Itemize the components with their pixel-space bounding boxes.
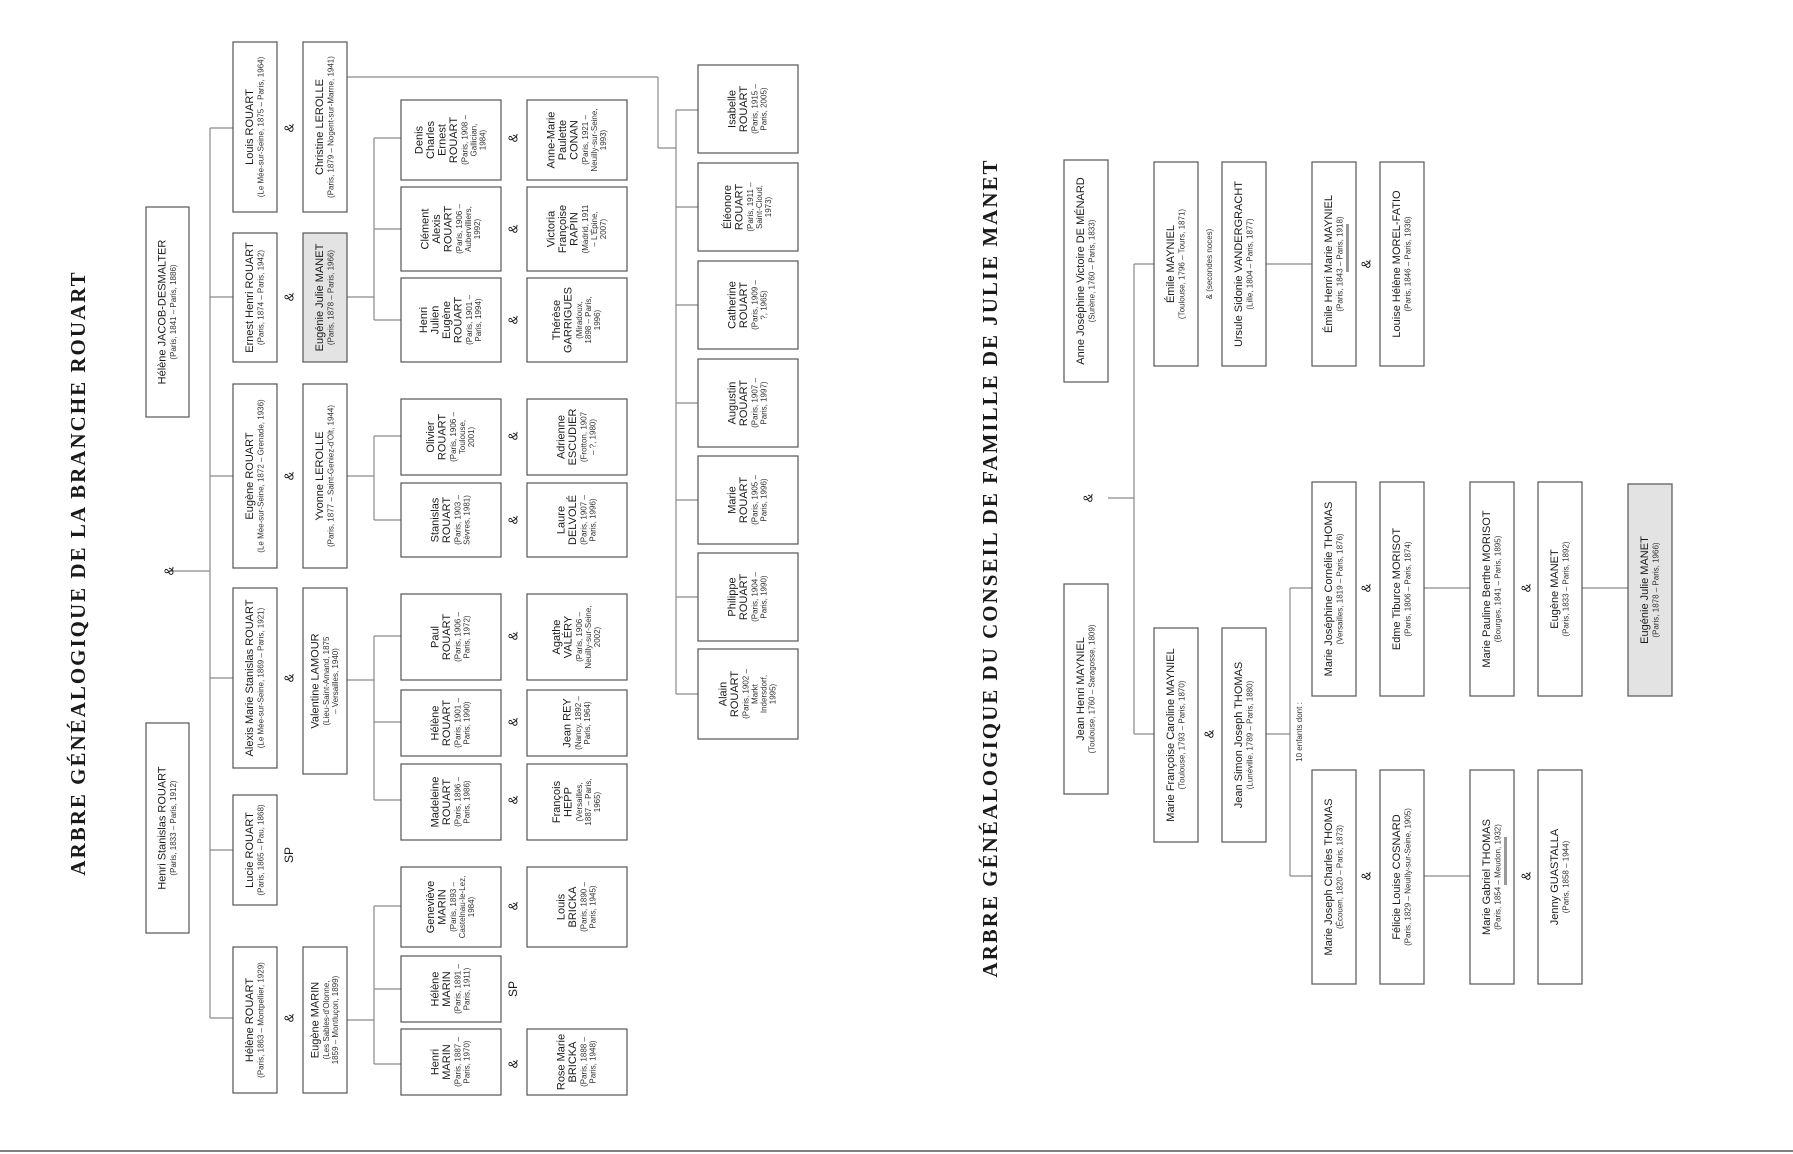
- person-name: HélèneROUART: [429, 699, 453, 747]
- person-dates: (Paris, 1907 –Paris, 1997): [750, 378, 769, 428]
- marriage-ampersand: &: [281, 673, 297, 683]
- marriage-ampersand: &: [505, 515, 521, 525]
- person-box-edme: [1380, 482, 1424, 696]
- person-dates: (Paris, 1909 –?, 1965): [750, 280, 769, 330]
- person-box-jean-henri: [1064, 584, 1108, 794]
- person-name: Marie Françoise Caroline MAYNIEL: [1164, 648, 1177, 822]
- person-dates: (Paris, 1879 – Nogent-sur-Marne, 1941): [326, 56, 336, 198]
- person-name: Hélène ROUART: [243, 977, 256, 1063]
- person-name: AugustinROUART: [726, 379, 750, 427]
- person-dates: (Paris, 1896 –Paris, 1986): [453, 777, 472, 827]
- marriage-ampersand: &: [505, 315, 521, 325]
- person-name: Émile MAYNIEL: [1164, 224, 1177, 304]
- marriage-ampersand: &: [505, 901, 521, 911]
- person-dates: (Miradoux,1898 – Paris,1996): [575, 296, 602, 344]
- person-box-louis: [233, 42, 277, 212]
- person-dates: (Surène, 1760 – Paris, 1833): [1087, 219, 1097, 323]
- marriage-ampersand: &: [161, 566, 177, 576]
- person-name: ThérèseGARRIGUES: [551, 286, 575, 354]
- person-name: AlainROUART: [717, 670, 741, 718]
- person-name: AgatheVALÉRY: [551, 615, 575, 659]
- person-box-denis: [401, 100, 501, 180]
- sans-posterite-mark: SP: [506, 980, 521, 998]
- person-box-mj-cornelie: [1312, 482, 1356, 696]
- person-name: Rose MarieBRICKA: [555, 1033, 579, 1091]
- person-name: Hélène JACOB-DESMALTER: [156, 239, 169, 385]
- person-dates: (Paris, 1846 – Paris, 1936): [1403, 216, 1413, 312]
- person-name: Eugène ROUART: [243, 432, 256, 520]
- person-dates: (Paris, 1863 – Montpellier, 1929): [256, 962, 266, 1078]
- person-box-jenny: [1538, 770, 1582, 984]
- person-dates: (Le Mée-sur-Seine, 1872 – Grenade, 1936): [256, 399, 266, 553]
- person-dates: (Paris, 1906 –Neuilly-sur-Seine,2002): [575, 605, 602, 669]
- ten-children-note: 10 enfants dont :: [1295, 702, 1305, 762]
- person-dates: (Toulouse, 1793 – Paris, 1870): [1177, 680, 1187, 790]
- person-box-berthe: [1470, 482, 1514, 696]
- person-dates: (Paris, 1915 –Paris, 2005): [750, 84, 769, 134]
- person-dates: (Écouen, 1820 – Paris, 1873): [1335, 824, 1345, 930]
- person-dates: (Le Mée-sur-Seine, 1875 – Paris, 1964): [256, 56, 266, 198]
- person-dates: (Madrid, 1911– L'Épine,2007): [580, 204, 608, 254]
- person-dates: (Paris, 1921 –Neuilly-sur-Seine,1993): [580, 108, 608, 172]
- person-dates: (Lieu-Saint-Amand, 1875– Versailles, 1940): [321, 636, 340, 726]
- marriage-ampersand: &: [1518, 871, 1534, 881]
- person-dates: (Frotton, 1907– ?, 1980): [579, 411, 598, 463]
- person-box-isabelle: [698, 65, 798, 153]
- person-dates: (Les Sables-d'Olonne,1859 – Montluçon, 1899): [321, 975, 340, 1065]
- person-box-eugene-marin: [303, 947, 347, 1093]
- person-box-henri-marin: [401, 1029, 501, 1095]
- person-box-helene-marin: [401, 956, 501, 1022]
- person-dates: (Paris, 1829 – Neuilly-sur-Seine, 1905): [1403, 808, 1413, 946]
- person-box-louis-b: [527, 867, 627, 947]
- marriage-ampersand: &: [505, 631, 521, 641]
- person-dates: (Versailles,1887 – Paris,1965): [575, 778, 602, 826]
- person-name: PaulROUART: [429, 613, 453, 661]
- marriage-ampersand: &: [505, 1059, 521, 1069]
- person-box-stanislas: [401, 483, 501, 557]
- person-name: MadeleineROUART: [429, 776, 453, 828]
- person-box-genevieve: [401, 867, 501, 947]
- person-dates: (Paris, 1888 –Paris, 1948): [579, 1037, 598, 1087]
- person-box-olivier: [401, 399, 501, 475]
- person-dates: (Paris, 1877 – Saint-Geniez-d'Olt, 1944): [326, 404, 336, 548]
- person-box-eugene-manet: [1538, 482, 1582, 696]
- person-name: ClémentAlexisROUART: [419, 205, 455, 253]
- person-name: Jean Henri MAYNIEL: [1074, 637, 1087, 741]
- marriage-ampersand: &: [505, 224, 521, 234]
- person-dates: (Paris, 1878 – Paris, 1966): [1651, 542, 1661, 638]
- person-box-emile-henri: [1312, 162, 1356, 366]
- person-dates: (Paris, 1890 –Paris, 1945): [579, 882, 598, 932]
- person-name: Jean Simon Joseph THOMAS: [1232, 661, 1245, 809]
- person-name: Marie Joseph Charles THOMAS: [1322, 798, 1335, 956]
- person-box-gabriel: [1470, 770, 1514, 984]
- person-name: DenisCharlesErnestROUART: [413, 116, 460, 164]
- person-name: Jenny GUASTALLA: [1548, 828, 1561, 926]
- person-name: Eugène MARIN: [309, 981, 322, 1059]
- person-name: ÉléonoreROUART: [722, 183, 746, 231]
- person-box-catherine: [698, 261, 798, 349]
- person-dates: (Paris, 1893 –Castelnau-le-Lez,1984): [449, 875, 476, 939]
- marriage-ampersand: &: [1518, 583, 1534, 593]
- person-box-yvonne: [303, 384, 347, 568]
- person-dates: (Paris, 1841 – Paris, 1886): [168, 264, 178, 360]
- person-box-jean-rey: [527, 690, 627, 756]
- person-dates: (Nancy, 1892 –Paris, 1964): [573, 696, 592, 750]
- person-box-ursule: [1222, 162, 1266, 366]
- person-box-jean-simon: [1222, 628, 1266, 842]
- person-name: Lucie ROUART: [243, 812, 256, 888]
- person-box-ernest: [233, 233, 277, 362]
- marriage-ampersand: &: [1358, 583, 1374, 593]
- person-box-felicie: [1380, 770, 1424, 984]
- person-name: HélèneMARIN: [429, 971, 453, 1007]
- person-name: Eugénie Julie MANET: [1638, 536, 1651, 644]
- underline-mark: [1504, 837, 1507, 885]
- person-box-marie-francoise: [1154, 628, 1198, 842]
- person-dates: (Paris, 1908 –Gallician,1984): [460, 115, 488, 165]
- person-dates: (Paris, 1887 –Paris, 1970): [453, 1037, 472, 1087]
- person-dates: (Paris, 1833 – Paris, 1892): [1561, 541, 1571, 637]
- person-box-clement: [401, 187, 501, 271]
- person-dates: (Paris, 1902 –MarktIndersdorf,1995): [741, 669, 778, 719]
- person-name: Yvonne LEROLLE: [313, 431, 326, 521]
- person-name: Christine LEROLLE: [313, 79, 326, 175]
- person-box-philippe: [698, 553, 798, 641]
- person-name: PhilippeROUART: [726, 573, 750, 621]
- marriage-ampersand: &: [1080, 493, 1096, 503]
- person-boxes: [146, 42, 1672, 1095]
- person-name: GenevièveMARIN: [425, 880, 449, 934]
- person-name: Eugène MANET: [1548, 549, 1561, 629]
- person-dates: (Paris, 1806 – Paris, 1874): [1403, 541, 1413, 637]
- person-box-anne-marie: [527, 100, 627, 180]
- person-dates: (Paris, 1843 – Paris, 1918): [1335, 216, 1345, 312]
- person-name: StanislasROUART: [429, 496, 453, 544]
- person-box-julie-top: [303, 233, 347, 362]
- person-box-louise-helene: [1380, 162, 1424, 366]
- person-dates: (Paris, 1865 – Pau, 1868): [256, 804, 266, 896]
- person-dates: (Paris, 1878 – Paris, 1966): [326, 249, 336, 346]
- marriage-ampersand: &: [281, 123, 297, 133]
- person-name: Ernest Henri ROUART: [243, 242, 256, 353]
- marriage-ampersand: &: [505, 431, 521, 441]
- person-box-adrienne: [527, 399, 627, 475]
- person-dates: (Lille, 1804 – Paris, 1877): [1245, 218, 1255, 310]
- person-box-marie-r: [698, 456, 798, 544]
- person-box-anne-josephine: [1064, 160, 1108, 382]
- person-dates: (Paris, 1901 –Paris, 1994): [465, 295, 483, 345]
- person-name: LouisBRICKA: [555, 886, 579, 928]
- person-name: HenriJulienEugèneROUART: [418, 296, 465, 344]
- person-name: OlivierROUART: [425, 413, 449, 461]
- person-box-helene-r: [233, 947, 277, 1093]
- person-box-madeleine: [401, 764, 501, 840]
- marriage-ampersand: &: [1358, 871, 1374, 881]
- marriage-ampersand: &: [505, 717, 521, 727]
- person-name: AdrienneESCUDIER: [555, 408, 579, 466]
- person-box-mj-charles: [1312, 770, 1356, 984]
- person-name: Louis ROUART: [243, 89, 256, 165]
- person-dates: (Bourges, 1841 – Paris, 1895): [1493, 535, 1503, 643]
- marriage-ampersand: &: [281, 471, 297, 481]
- person-box-christine: [303, 42, 347, 212]
- person-dates: (Paris, 1833 – Paris, 1912): [168, 780, 178, 876]
- marriage-ampersand: &: [281, 1013, 297, 1023]
- person-box-victoria: [527, 187, 627, 271]
- person-name: Félicie Louise COSNARD: [1390, 814, 1403, 940]
- person-name: Ursule Sidonie VANDERGRACHT: [1232, 180, 1245, 348]
- person-dates: (Le Mée-sur-Seine, 1869 – Paris, 1921): [256, 607, 266, 749]
- person-name: Émile Henri Marie MAYNIEL: [1322, 195, 1335, 333]
- person-dates: (Paris, 1911 –Saint-Cloud,1973): [746, 182, 773, 232]
- person-box-augustin: [698, 359, 798, 447]
- person-name: IsabelleROUART: [726, 85, 750, 133]
- marriage-ampersand: &: [1358, 259, 1374, 269]
- secondes-noces-note: & (secondes noces): [1205, 228, 1215, 300]
- person-name: Jean REY: [561, 698, 574, 748]
- person-box-valentine: [303, 588, 347, 774]
- person-box-eleonore: [698, 163, 798, 251]
- person-box-henri-j: [401, 278, 501, 362]
- person-box-helene-r2: [401, 690, 501, 756]
- person-name: Marie Gabriel THOMAS: [1480, 819, 1493, 935]
- person-name: Marie Pauline Berthe MORISOT: [1480, 510, 1493, 668]
- person-dates: (Paris, 1903 –Sèvres, 1981): [453, 495, 472, 545]
- person-name: HenriMARIN: [429, 1044, 453, 1080]
- person-dates: (Lunéville, 1789 – Paris, 1880): [1245, 680, 1255, 790]
- person-name: Anne-MariePauletteCONAN: [545, 111, 581, 169]
- person-box-francois: [527, 764, 627, 840]
- marriage-ampersand: &: [505, 133, 521, 143]
- person-dates: (Paris, 1901 –Paris, 1990): [453, 698, 472, 748]
- person-dates: (Versailles, 1819 – Paris, 1876): [1335, 533, 1345, 645]
- person-box-emile: [1154, 162, 1198, 366]
- person-name: Edme Tiburce MORISOT: [1390, 527, 1403, 651]
- person-name: CatherineROUART: [726, 281, 750, 329]
- person-dates: (Paris, 1858 – 1944): [1561, 840, 1571, 914]
- person-box-lucie: [233, 795, 277, 905]
- person-name: Eugénie Julie MANET: [313, 243, 326, 352]
- person-dates: (Paris, 1906 –Toulouse,2001): [449, 412, 476, 462]
- sans-posterite-mark: SP: [282, 846, 297, 864]
- person-dates: (Toulouse, 1760 – Saragosse, 1809): [1087, 624, 1097, 754]
- person-box-alain: [698, 649, 798, 739]
- person-name: Henri Stanislas ROUART: [156, 766, 169, 890]
- person-dates: (Paris, 1905 –Paris, 1996): [750, 475, 769, 525]
- person-name: Alexis Marie Stanislas ROUART: [243, 599, 256, 757]
- person-box-henri-s: [146, 723, 189, 933]
- person-dates: (Paris, 1874 – Paris, 1942): [256, 249, 266, 346]
- person-dates: (Paris, 1891 –Paris, 1911): [453, 964, 472, 1014]
- person-box-rose: [527, 1029, 627, 1095]
- person-box-paul: [401, 594, 501, 680]
- person-name: Louise Hélène MOREL-FATIO: [1390, 190, 1403, 338]
- person-box-agathe: [527, 594, 627, 680]
- person-dates: (Paris, 1904 –Paris, 1990): [750, 572, 769, 622]
- marriage-ampersand: &: [281, 292, 297, 302]
- marriage-ampersand: &: [1201, 729, 1217, 739]
- person-dates: (Paris, 1906 –Aubervilliers,1992): [454, 204, 482, 254]
- person-box-helene-jd: [146, 207, 189, 417]
- person-box-therese: [527, 278, 627, 362]
- person-box-laure: [527, 483, 627, 557]
- person-box-julie-bottom: [1628, 484, 1672, 696]
- title-rouart: ARBRE GÉNÉALOGIQUE DE LA BRANCHE ROUART: [65, 270, 90, 876]
- person-dates: (Toulouse, 1796 – Tours, 1871): [1177, 208, 1187, 320]
- person-name: VictoriaFrançoiseRAPIN: [545, 204, 581, 254]
- title-manet: ARBRE GÉNÉALOGIQUE DU CONSEIL DE FAMILLE DE JULIE MANET: [977, 158, 1002, 978]
- person-name: LaureDELVOLÉ: [555, 495, 579, 545]
- person-name: MarieROUART: [726, 476, 750, 524]
- person-name: Anne Joséphine Victoire DE MÉNARD: [1074, 177, 1087, 365]
- person-dates: (Paris, 1906 –Paris, 1972): [453, 612, 472, 662]
- person-box-alexis-ms: [233, 588, 277, 768]
- person-name: FrançoisHEPP: [551, 780, 575, 824]
- marriage-ampersand: &: [505, 795, 521, 805]
- person-dates: (Paris, 1854 – Meudon, 1932): [1493, 824, 1503, 930]
- person-name: Marie Joséphine Cornélie THOMAS: [1322, 501, 1335, 677]
- person-box-eugene-r: [233, 384, 277, 568]
- underline-mark: [1346, 224, 1349, 272]
- person-name: Valentine LAMOUR: [309, 633, 322, 729]
- person-dates: (Paris, 1907 –Paris, 1996): [579, 495, 598, 545]
